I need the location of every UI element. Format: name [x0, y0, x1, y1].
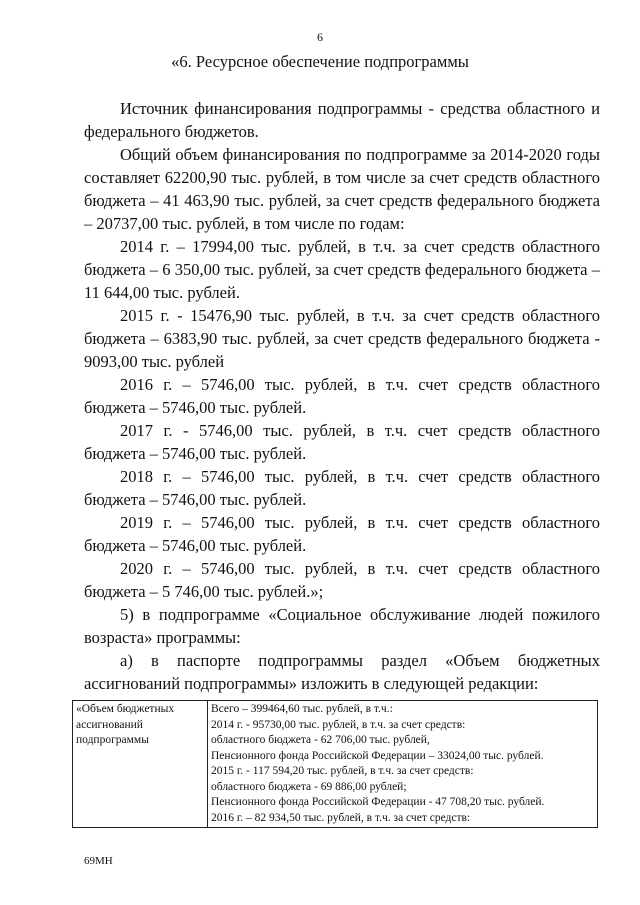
paragraph-subprogram-5: 5) в подпрограмме «Социальное обслуживание людей пожилого возраста» программы:	[84, 605, 600, 647]
paragraph-funding-source: Источник финансирования подпрограммы - средства областного и федерального бюджетов.	[84, 99, 600, 141]
paragraph-total-funding: Общий объем финансирования по подпрограмме за 2014-2020 годы составляет 62200,90 тыс. рублей, в том числе за счет средств областного бюджета – 41 463,90 тыс. рублей, за счет средств федерального бюджета – 20737,00 тыс. рублей, в том числе по годам:	[84, 145, 600, 233]
paragraph-year-2019: 2019 г. – 5746,00 тыс. рублей, в т.ч. счет средств областного бюджета – 5746,00 тыс. рублей.	[84, 513, 600, 555]
paragraph-year-2017: 2017 г. - 5746,00 тыс. рублей, в т.ч. счет средств областного бюджета – 5746,00 тыс. рублей.	[84, 421, 600, 463]
body-text	[84, 97, 600, 695]
page-number: 6	[317, 30, 323, 44]
table-line: Всего – 399464,60 тыс. рублей, в т.ч.:	[211, 703, 393, 715]
paragraph-year-2014: 2014 г. – 17994,00 тыс. рублей, в т.ч. за счет средств областного бюджета – 6 350,00 тыс. рублей, за счет средств федерального бюджета – 11 644,00 тыс. рублей.	[84, 237, 600, 302]
paragraph-passport-a: а) в паспорте подпрограммы раздел «Объем бюджетных ассигнований подпрограммы» изложить в следующей редакции:	[84, 651, 600, 693]
table-line: 2016 г. – 82 934,50 тыс. рублей, в т.ч. за счет средств:	[211, 811, 471, 824]
table-cell-label: «Объем бюджетных ассигнований подпрограммы	[73, 701, 208, 828]
footer-code: 69МН	[84, 855, 113, 867]
paragraph-year-2020: 2020 г. – 5746,00 тыс. рублей, в т.ч. счет средств областного бюджета – 5 746,00 тыс. рублей.»;	[84, 559, 600, 601]
paragraph-year-2015: 2015 г. - 15476,90 тыс. рублей, в т.ч. за счет средств областного бюджета – 6383,90 тыс. рублей, за счет средств федерального бюджета - 9093,00 тыс. рублей	[84, 306, 600, 371]
paragraph-year-2016: 2016 г. – 5746,00 тыс. рублей, в т.ч. счет средств областного бюджета – 5746,00 тыс. рублей.	[84, 375, 600, 417]
table-cell-values	[208, 701, 598, 828]
section-title: «6. Ресурсное обеспечение подпрограммы	[171, 52, 469, 71]
table-line: Пенсионного фонда Российской Федерации – 33024,00 тыс. рублей.	[211, 749, 544, 762]
table-row	[73, 701, 598, 828]
table-line: 2014 г. - 95730,00 тыс. рублей, в т.ч. за счет средств:	[211, 718, 466, 731]
table-line: Пенсионного фонда Российской Федерации - 47 708,20 тыс. рублей.	[211, 796, 545, 808]
budget-allocations-table	[72, 700, 598, 828]
table-line: областного бюджета - 62 706,00 тыс. рублей,	[211, 734, 430, 746]
table-line: областного бюджета - 69 886,00 рублей;	[211, 780, 407, 793]
table-line: 2015 г. - 117 594,20 тыс. рублей, в т.ч. за счет средств:	[211, 765, 474, 777]
paragraph-year-2018: 2018 г. – 5746,00 тыс. рублей, в т.ч. счет средств областного бюджета – 5746,00 тыс. рублей.	[84, 467, 600, 509]
